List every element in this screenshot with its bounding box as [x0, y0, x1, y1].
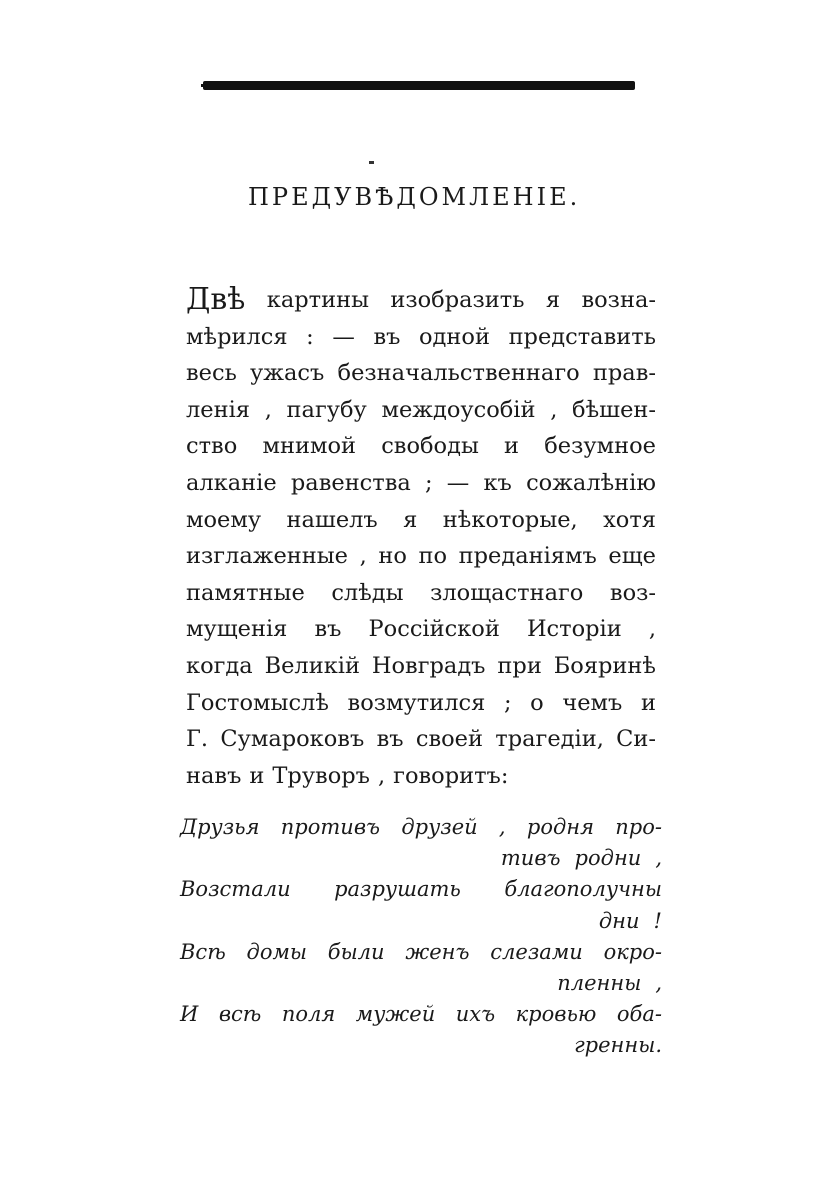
word: ,: [359, 543, 367, 570]
word: —: [332, 323, 355, 350]
word: я: [403, 506, 418, 533]
quoted-verse: [180, 812, 662, 1062]
word: въ: [373, 323, 401, 350]
verse-word: ,: [655, 970, 662, 995]
word: свободы: [381, 433, 479, 460]
word: трагедіи,: [495, 726, 604, 753]
word: ;: [425, 469, 433, 496]
preface-paragraph: [186, 282, 656, 794]
word: воз-: [609, 579, 656, 606]
word: Си-: [616, 726, 656, 753]
decorative-dot: [369, 161, 374, 164]
word: Бояринѣ: [553, 652, 656, 679]
text-line: [186, 758, 656, 795]
word: говоритъ:: [393, 762, 509, 789]
word: Г.: [186, 726, 209, 753]
verse-word: окро-: [603, 939, 662, 964]
word: ;: [503, 689, 512, 716]
word: ,: [550, 396, 558, 423]
word: одной: [419, 323, 490, 350]
word: Россійской: [368, 616, 500, 643]
text-line: [186, 611, 656, 648]
word: ужасъ: [250, 360, 325, 387]
verse-word: друзей: [401, 815, 478, 839]
verse-word: дни: [598, 908, 640, 933]
verse-line: [180, 937, 662, 968]
word: мѣрился: [186, 323, 288, 350]
verse-word: всѣ: [218, 1002, 262, 1027]
word: преданіямъ: [458, 543, 597, 570]
verse-line-continuation: [180, 843, 662, 874]
word: возна-: [581, 287, 656, 313]
top-ornamental-rule: [203, 81, 635, 90]
verse-word: были: [327, 939, 385, 964]
word: нѣкоторые,: [442, 506, 578, 533]
word: мущенія: [186, 616, 288, 643]
word: ство: [186, 433, 238, 460]
word: хотя: [603, 506, 656, 533]
verse-word: тивъ: [500, 846, 561, 871]
word: еще: [608, 543, 656, 570]
word: —: [446, 469, 470, 496]
text-line: [186, 319, 656, 356]
word: чемъ: [562, 689, 623, 716]
verse-line-continuation: [180, 1030, 662, 1061]
text-line: [186, 428, 656, 465]
word: прав-: [592, 360, 656, 387]
word: ,: [378, 762, 386, 789]
word: картины: [266, 287, 369, 313]
word: къ: [483, 469, 512, 496]
verse-word: Всѣ: [180, 939, 226, 964]
word: при: [497, 652, 542, 679]
verse-word: Возстали: [180, 877, 291, 902]
word: памятные: [186, 579, 305, 606]
verse-word: гренны.: [574, 1033, 662, 1058]
word: навъ: [186, 762, 242, 789]
word: но: [378, 543, 407, 570]
verse-line-continuation: [180, 968, 662, 999]
verse-word: противъ: [280, 815, 381, 839]
verse-word: ,: [655, 846, 662, 871]
word: ,: [264, 396, 272, 423]
word: злощастнаго: [430, 579, 584, 606]
verse-line: [180, 874, 662, 905]
word: своей: [415, 726, 483, 753]
word: Гостомыслѣ: [186, 689, 329, 716]
word: Двѣ: [186, 282, 246, 317]
verse-word: родня: [526, 815, 595, 839]
word: Сумароковъ: [220, 726, 365, 753]
verse-word: про-: [615, 815, 662, 839]
verse-word: мужей: [355, 1002, 436, 1027]
verse-line: [180, 812, 662, 843]
word: нашелъ: [286, 506, 378, 533]
page-title: ПРЕДУВѢДОМЛЕНІЕ.: [248, 183, 581, 211]
text-line: [186, 721, 656, 758]
word: междоусобій: [381, 396, 536, 423]
verse-word: кровью: [515, 1002, 597, 1027]
word: въ: [314, 616, 342, 643]
word: по: [418, 543, 448, 570]
word: мнимой: [262, 433, 356, 460]
word: :: [306, 323, 314, 350]
text-line: [186, 465, 656, 502]
verse-word: домы: [246, 939, 307, 964]
word: Новградъ: [371, 652, 486, 679]
word: возмутился: [347, 689, 486, 716]
verse-word: женъ: [405, 939, 470, 964]
word: представить: [508, 323, 656, 350]
text-line: [186, 502, 656, 539]
text-line: [186, 538, 656, 575]
text-line: [186, 355, 656, 392]
verse-word: оба-: [616, 1002, 662, 1027]
word: и: [504, 433, 520, 460]
word: Труворъ: [272, 762, 370, 789]
word: весь: [186, 360, 237, 387]
verse-word: поля: [281, 1002, 336, 1027]
word: алканіе: [186, 469, 277, 496]
text-line: [186, 575, 656, 612]
verse-word: ,: [498, 815, 506, 839]
verse-word: благополучны: [504, 877, 662, 902]
verse-word: И: [180, 1002, 199, 1027]
word: пагубу: [286, 396, 367, 423]
verse-word: разрушать: [334, 877, 461, 902]
verse-line-continuation: [180, 906, 662, 937]
word: моему: [186, 506, 262, 533]
word: когда: [186, 652, 253, 679]
text-line: [186, 648, 656, 685]
word: ,: [648, 616, 656, 643]
word: слѣды: [331, 579, 404, 606]
word: о: [530, 689, 544, 716]
verse-word: пленны: [557, 970, 642, 995]
verse-line: [180, 999, 662, 1030]
word: безумное: [544, 433, 656, 460]
word: безначальственнаго: [337, 360, 580, 387]
word: изглаженные: [186, 543, 348, 570]
verse-word: слезами: [490, 939, 583, 964]
word: сожалѣнію: [526, 469, 656, 496]
word: равенства: [290, 469, 411, 496]
word: ленія: [186, 396, 250, 423]
verse-word: Друзья: [180, 815, 260, 839]
text-line: [186, 685, 656, 722]
text-line: [186, 282, 656, 319]
word: Великій: [264, 652, 360, 679]
word: и: [249, 762, 265, 789]
verse-word: !: [653, 908, 662, 933]
word: я: [545, 287, 561, 313]
word: въ: [376, 726, 404, 753]
word: и: [640, 689, 656, 716]
word: бѣшен-: [572, 396, 656, 423]
word: Исторіи: [526, 616, 622, 643]
verse-word: ихъ: [455, 1002, 496, 1027]
verse-word: родни: [574, 846, 642, 871]
word: изобразить: [390, 287, 525, 313]
text-line: [186, 392, 656, 429]
